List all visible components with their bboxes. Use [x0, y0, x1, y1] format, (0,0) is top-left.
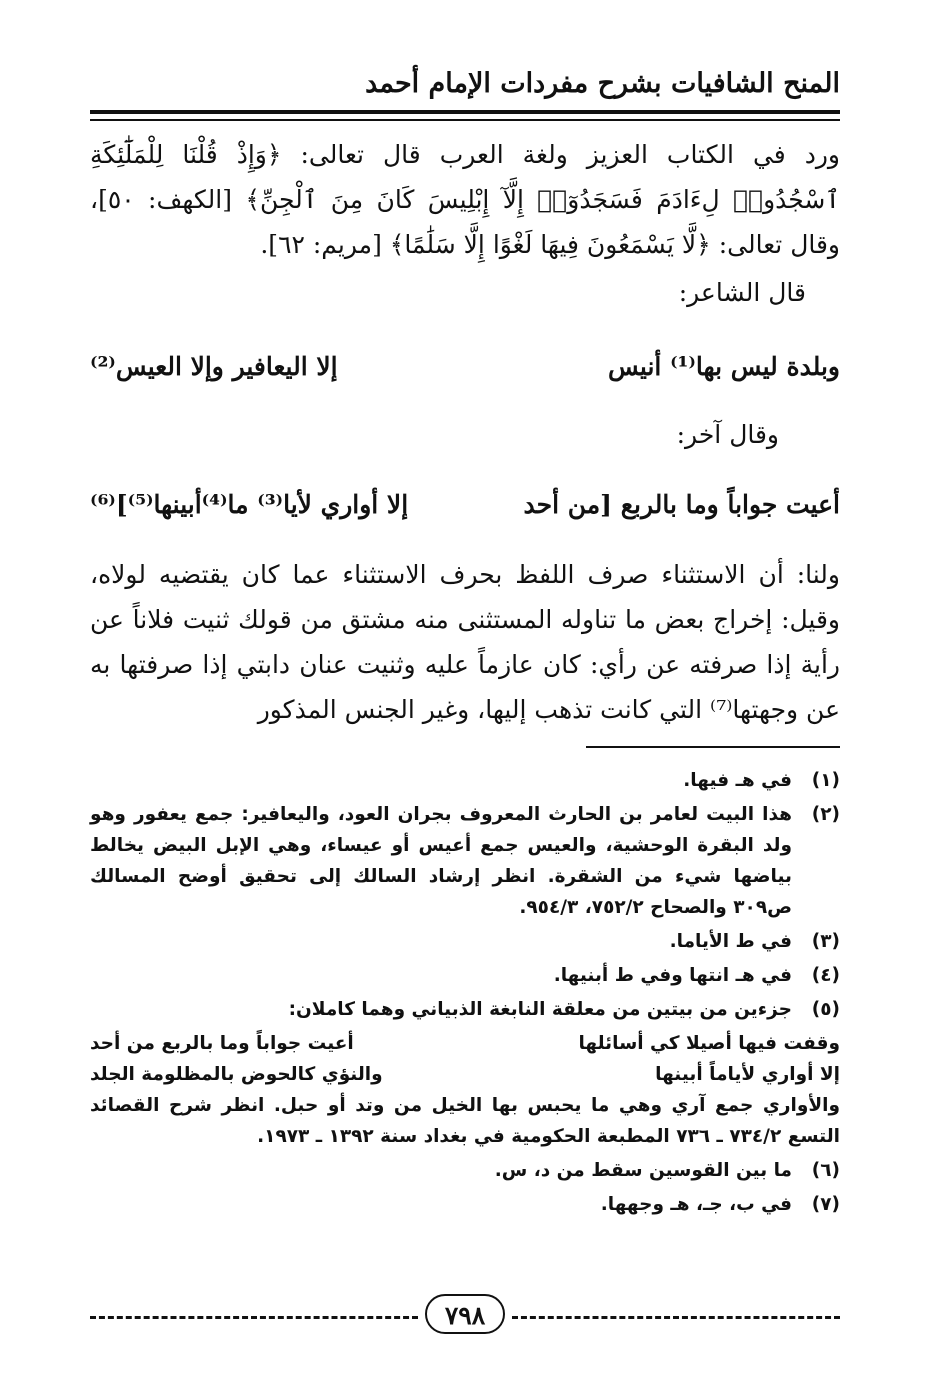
verse-2-second-hemistich: إلا أواري لأيا⁽³⁾ ما⁽⁴⁾أبينها⁽⁵⁾]⁽⁶⁾	[90, 490, 409, 519]
footnote-7	[90, 1189, 840, 1220]
footnote-number: (٢)	[811, 804, 840, 825]
paragraph-quran-citation: ورد في الكتاب العزيز ولغة العرب قال تعالى: ﴿وَإِذْ قُلْنَا لِلْمَلَٰٓئِكَةِ ٱسْجُدُوا۟ لِءَادَمَ فَسَجَدُوٓا۟ إِلَّآ إِبْلِيسَ كَانَ مِنَ ٱلْجِنِّ﴾ [الكهف: ٥٠]، وقال تعالى: ﴿لَّا يَسْمَعُونَ فِيهَا لَغْوًا إِلَّا سَلَٰمًا﴾ [مريم: ٦٢].	[90, 140, 840, 259]
footnote-text: في هـ انتها وفي ط أبنيها.	[553, 965, 792, 986]
footnote-number: (٤)	[811, 965, 840, 986]
footnotes	[90, 765, 840, 1223]
footnote-4	[90, 960, 840, 991]
footnote-text: في هـ فيها.	[683, 770, 792, 791]
verse-2-first-hemistich: أعيت جواباً وما بالربع [من أحد	[523, 490, 840, 519]
footnote-text: ما بين القوسين سقط من د، س.	[494, 1160, 792, 1181]
footer-dashed-rule-right	[512, 1316, 840, 1319]
footnote-6	[90, 1155, 840, 1186]
footer-dashed-rule-left	[90, 1316, 418, 1319]
header-rule-thin	[90, 119, 840, 121]
page-number: ٧٩٨	[425, 1294, 505, 1334]
footnote-number: (٧)	[811, 1194, 840, 1215]
verse-1-first-hemistich: وبلدة ليس بها⁽¹⁾ أنيس	[608, 352, 840, 381]
footnote-3	[90, 926, 840, 957]
page-footer	[90, 1290, 840, 1340]
poem-hemistich: وقفت فيها أصيلا كي أسائلها	[578, 1033, 840, 1054]
running-title: المنح الشافيات بشرح مفردات الإمام أحمد	[365, 68, 840, 99]
footnote-number: (٦)	[811, 1160, 840, 1181]
poet-intro-1: قال الشاعر:	[678, 278, 806, 307]
poem-hemistich: إلا أواري لأياماً أبينها	[655, 1064, 840, 1085]
footnote-2	[90, 799, 840, 923]
poet-intro-2: وقال آخر:	[676, 420, 779, 449]
footnote-separator	[586, 746, 840, 748]
footnote-text: والأواري جمع آري وهي ما يحبس بها الخيل من وتد أو حبل. انظر شرح القصائد التسع ٧٣٤/٢ ـ ٧٣٦ المطبعة الحكومية في بغداد سنة ١٣٩٢ ـ ١٩٧٣.	[90, 1095, 840, 1147]
poem-hemistich: أعيت جواباً وما بالربع من أحد	[90, 1033, 354, 1054]
footnote-5-continuation	[90, 1090, 840, 1152]
footnote-text: هذا البيت لعامر بن الحارث المعروف بجران العود، واليعافير: جمع يعفور وهو ولد البقرة الوحشية، والعيس جمع أعيس أو عيساء، وهي الإبل البيض يخالط بياضها شيء من الشقرة. انظر إرشاد السالك إلى تحقيق أوضح المسالك ص٣٠٩ والصحاح ٧٥٢/٢، ٩٥٤/٣.	[90, 804, 792, 918]
footnote-1	[90, 765, 840, 796]
footnote-number: (٣)	[811, 931, 840, 952]
footnote-text: في ط الأياما.	[669, 931, 792, 952]
footnote-text: جزءين من بيتين من معلقة النابغة الذبياني وهما كاملان:	[288, 999, 792, 1020]
footnote-number: (٥)	[811, 999, 840, 1020]
header-rule-thick	[90, 110, 840, 114]
footnote-number: (١)	[811, 770, 840, 791]
footnote-5-poem-line-2	[90, 1059, 840, 1090]
footnote-5-poem-line-1	[90, 1028, 840, 1059]
verse-1-second-hemistich: إلا اليعافير وإلا العيس⁽²⁾	[90, 352, 338, 381]
footnote-text: في ب، جـ، هـ وجهها.	[600, 1194, 792, 1215]
footnote-5	[90, 994, 840, 1025]
paragraph-istithna-definition: ولنا: أن الاستثناء صرف اللفظ بحرف الاستثناء عما كان يقتضيه لولاه، وقيل: إخراج بعض ما تناوله المستثنى منه مشتق من قولك ثنيت فلاناً عن رأية إذا صرفته عن رأي: كان عازماً عليه وثنيت عنان دابتي إذا صرفتها به عن وجهتها⁽⁷⁾ التي كانت تذهب إليها، وغير الجنس المذكور	[90, 560, 840, 724]
poem-hemistich: والنؤي كالحوض بالمظلومة الجلد	[90, 1064, 383, 1085]
